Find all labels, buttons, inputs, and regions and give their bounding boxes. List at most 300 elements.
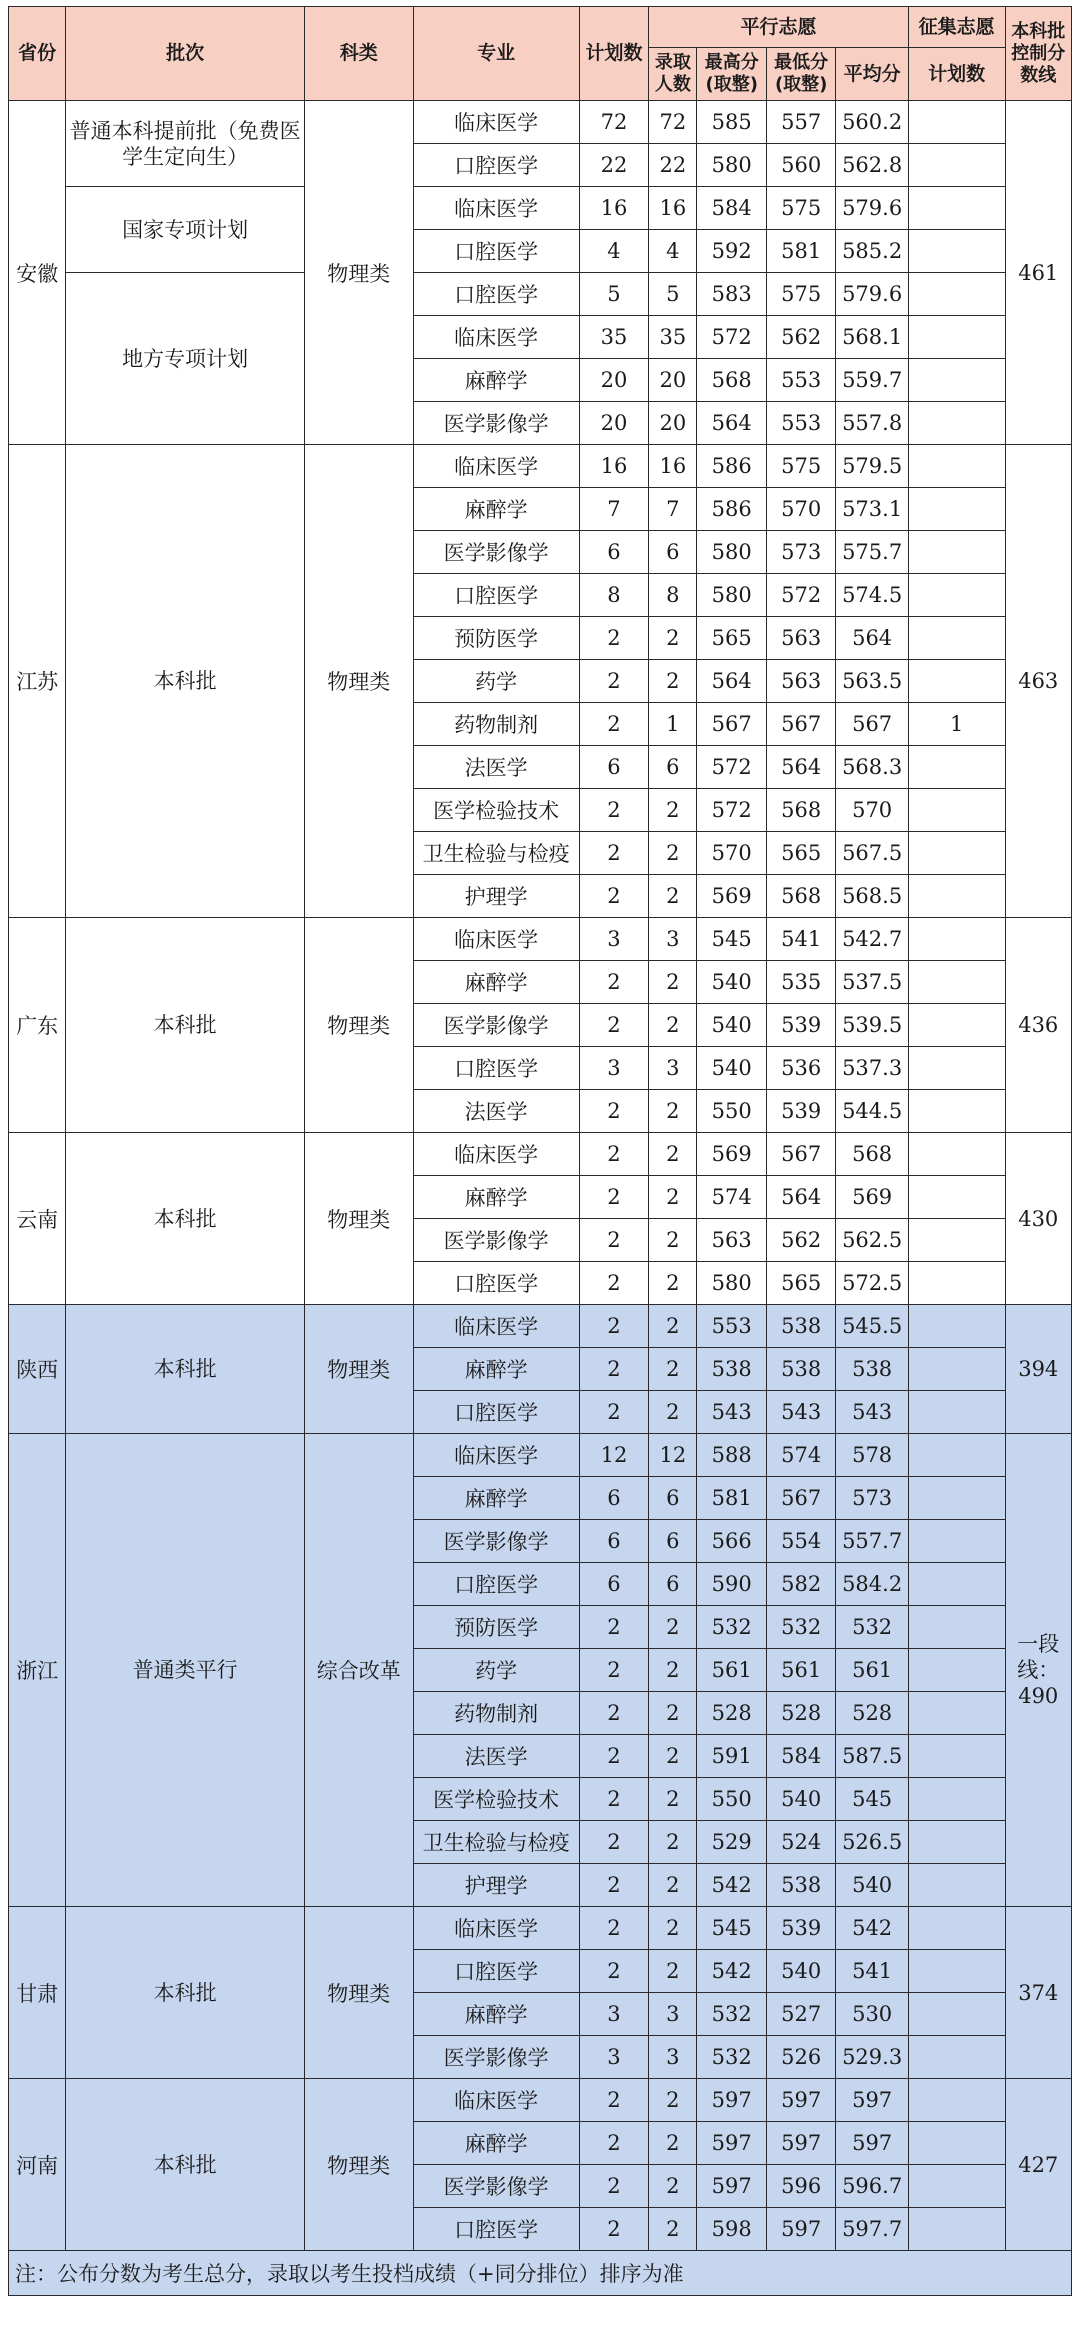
- avg-score-cell: 537.5: [836, 961, 908, 1004]
- plan-cell: 35: [579, 316, 648, 359]
- max-score-cell: 592: [697, 230, 766, 273]
- min-score-cell: 565: [766, 832, 835, 875]
- avg-score-cell: 529.3: [836, 2036, 908, 2079]
- max-score-cell: 567: [697, 703, 766, 746]
- solicit-plan-cell: [908, 144, 1005, 187]
- table-row: [9, 1305, 1072, 1348]
- min-score-cell: 570: [766, 488, 835, 531]
- avg-score-cell: 579.6: [836, 187, 908, 230]
- avg-score-cell: 573.1: [836, 488, 908, 531]
- avg-score-cell: 561: [836, 1649, 908, 1692]
- max-score-cell: 569: [697, 1133, 766, 1176]
- plan-cell: 2: [579, 1907, 648, 1950]
- min-score-cell: 538: [766, 1348, 835, 1391]
- province-cell: 云南: [9, 1133, 66, 1305]
- admitted-cell: 16: [649, 187, 697, 230]
- max-score-cell: 597: [697, 2122, 766, 2165]
- avg-score-cell: 584.2: [836, 1563, 908, 1606]
- control-line-cell: 394: [1005, 1305, 1072, 1434]
- control-line-cell: 一段线：490: [1005, 1434, 1072, 1907]
- header-control-line: 本科批控制分数线: [1005, 7, 1072, 101]
- admitted-cell: 2: [649, 1606, 697, 1649]
- header-parallel-group: 平行志愿: [649, 7, 909, 48]
- batch-cell: 普通本科提前批（免费医学生定向生）: [66, 101, 305, 187]
- avg-score-cell: 557.8: [836, 402, 908, 445]
- admitted-cell: 2: [649, 1305, 697, 1348]
- plan-cell: 3: [579, 918, 648, 961]
- min-score-cell: 565: [766, 1262, 835, 1305]
- admitted-cell: 20: [649, 359, 697, 402]
- major-cell: 护理学: [413, 1864, 579, 1907]
- batch-cell: 本科批: [66, 1907, 305, 2079]
- min-score-cell: 553: [766, 402, 835, 445]
- solicit-plan-cell: [908, 1778, 1005, 1821]
- plan-cell: 2: [579, 2165, 648, 2208]
- solicit-plan-cell: [908, 1305, 1005, 1348]
- table-row: [9, 445, 1072, 488]
- max-score-cell: 566: [697, 1520, 766, 1563]
- solicit-plan-cell: [908, 2036, 1005, 2079]
- solicit-plan-cell: [908, 1993, 1005, 2036]
- major-cell: 临床医学: [413, 187, 579, 230]
- solicit-plan-cell: [908, 1735, 1005, 1778]
- max-score-cell: 540: [697, 961, 766, 1004]
- header-batch: 批次: [66, 7, 305, 101]
- table-row: [9, 187, 1072, 230]
- plan-cell: 2: [579, 1649, 648, 1692]
- major-cell: 临床医学: [413, 2079, 579, 2122]
- province-cell: 甘肃: [9, 1907, 66, 2079]
- max-score-cell: 586: [697, 488, 766, 531]
- avg-score-cell: 597: [836, 2079, 908, 2122]
- solicit-plan-cell: [908, 1477, 1005, 1520]
- admitted-cell: 7: [649, 488, 697, 531]
- max-score-cell: 570: [697, 832, 766, 875]
- max-score-cell: 538: [697, 1348, 766, 1391]
- min-score-cell: 561: [766, 1649, 835, 1692]
- max-score-cell: 540: [697, 1004, 766, 1047]
- avg-score-cell: 541: [836, 1950, 908, 1993]
- avg-score-cell: 544.5: [836, 1090, 908, 1133]
- admitted-cell: 2: [649, 1821, 697, 1864]
- plan-cell: 2: [579, 660, 648, 703]
- admitted-cell: 2: [649, 1692, 697, 1735]
- avg-score-cell: 526.5: [836, 1821, 908, 1864]
- major-cell: 药学: [413, 660, 579, 703]
- max-score-cell: 597: [697, 2079, 766, 2122]
- plan-cell: 2: [579, 1090, 648, 1133]
- avg-score-cell: 563.5: [836, 660, 908, 703]
- table-row: [9, 1907, 1072, 1950]
- major-cell: 医学影像学: [413, 2165, 579, 2208]
- solicit-plan-cell: [908, 101, 1005, 144]
- admitted-cell: 5: [649, 273, 697, 316]
- solicit-plan-cell: [908, 1434, 1005, 1477]
- max-score-cell: 532: [697, 1606, 766, 1649]
- solicit-plan-cell: [908, 273, 1005, 316]
- batch-cell: 本科批: [66, 2079, 305, 2251]
- solicit-plan-cell: [908, 2122, 1005, 2165]
- admitted-cell: 2: [649, 832, 697, 875]
- plan-cell: 22: [579, 144, 648, 187]
- min-score-cell: 575: [766, 445, 835, 488]
- major-cell: 口腔医学: [413, 144, 579, 187]
- batch-cell: 本科批: [66, 445, 305, 918]
- major-cell: 护理学: [413, 875, 579, 918]
- min-score-cell: 535: [766, 961, 835, 1004]
- max-score-cell: 542: [697, 1864, 766, 1907]
- admitted-cell: 3: [649, 2036, 697, 2079]
- min-score-cell: 562: [766, 1219, 835, 1262]
- avg-score-cell: 574.5: [836, 574, 908, 617]
- admitted-cell: 6: [649, 1477, 697, 1520]
- table-row: [9, 1133, 1072, 1176]
- major-cell: 口腔医学: [413, 1262, 579, 1305]
- admitted-cell: 2: [649, 2208, 697, 2251]
- table-body: [9, 101, 1072, 2251]
- major-cell: 法医学: [413, 1735, 579, 1778]
- min-score-cell: 575: [766, 273, 835, 316]
- header-plan: 计划数: [579, 7, 648, 101]
- plan-cell: 2: [579, 1735, 648, 1778]
- min-score-cell: 597: [766, 2122, 835, 2165]
- control-line-cell: 427: [1005, 2079, 1072, 2251]
- major-cell: 麻醉学: [413, 1176, 579, 1219]
- major-cell: 医学影像学: [413, 402, 579, 445]
- header-admitted: 录取人数: [649, 48, 697, 101]
- plan-cell: 2: [579, 2079, 648, 2122]
- solicit-plan-cell: [908, 1047, 1005, 1090]
- avg-score-cell: 572.5: [836, 1262, 908, 1305]
- plan-cell: 6: [579, 1477, 648, 1520]
- max-score-cell: 590: [697, 1563, 766, 1606]
- plan-cell: 16: [579, 445, 648, 488]
- major-cell: 临床医学: [413, 1907, 579, 1950]
- header-subject: 科类: [304, 7, 413, 101]
- min-score-cell: 564: [766, 1176, 835, 1219]
- plan-cell: 2: [579, 1305, 648, 1348]
- admitted-cell: 6: [649, 1520, 697, 1563]
- avg-score-cell: 568: [836, 1133, 908, 1176]
- solicit-plan-cell: 1: [908, 703, 1005, 746]
- avg-score-cell: 575.7: [836, 531, 908, 574]
- plan-cell: 2: [579, 1391, 648, 1434]
- max-score-cell: 580: [697, 144, 766, 187]
- admitted-cell: 2: [649, 1649, 697, 1692]
- min-score-cell: 597: [766, 2079, 835, 2122]
- avg-score-cell: 562.8: [836, 144, 908, 187]
- max-score-cell: 565: [697, 617, 766, 660]
- major-cell: 医学影像学: [413, 531, 579, 574]
- plan-cell: 2: [579, 1778, 648, 1821]
- min-score-cell: 528: [766, 1692, 835, 1735]
- major-cell: 医学影像学: [413, 1004, 579, 1047]
- plan-cell: 2: [579, 1004, 648, 1047]
- admitted-cell: 2: [649, 2079, 697, 2122]
- major-cell: 医学检验技术: [413, 1778, 579, 1821]
- plan-cell: 3: [579, 1047, 648, 1090]
- avg-score-cell: 562.5: [836, 1219, 908, 1262]
- admitted-cell: 4: [649, 230, 697, 273]
- admitted-cell: 2: [649, 1950, 697, 1993]
- province-cell: 安徽: [9, 101, 66, 445]
- max-score-cell: 532: [697, 1993, 766, 2036]
- plan-cell: 6: [579, 1520, 648, 1563]
- avg-score-cell: 567.5: [836, 832, 908, 875]
- major-cell: 临床医学: [413, 918, 579, 961]
- admitted-cell: 22: [649, 144, 697, 187]
- major-cell: 法医学: [413, 1090, 579, 1133]
- plan-cell: 2: [579, 1219, 648, 1262]
- min-score-cell: 567: [766, 1133, 835, 1176]
- max-score-cell: 545: [697, 918, 766, 961]
- subject-cell: 物理类: [304, 2079, 413, 2251]
- major-cell: 临床医学: [413, 1434, 579, 1477]
- header-solicit-plan: 计划数: [908, 48, 1005, 101]
- plan-cell: 20: [579, 359, 648, 402]
- admission-score-table: [8, 6, 1072, 2296]
- admitted-cell: 2: [649, 875, 697, 918]
- table-row: [9, 1434, 1072, 1477]
- avg-score-cell: 573: [836, 1477, 908, 1520]
- max-score-cell: 585: [697, 101, 766, 144]
- plan-cell: 4: [579, 230, 648, 273]
- admitted-cell: 2: [649, 789, 697, 832]
- plan-cell: 2: [579, 703, 648, 746]
- min-score-cell: 568: [766, 875, 835, 918]
- min-score-cell: 540: [766, 1950, 835, 1993]
- avg-score-cell: 532: [836, 1606, 908, 1649]
- plan-cell: 2: [579, 1133, 648, 1176]
- major-cell: 麻醉学: [413, 1993, 579, 2036]
- major-cell: 预防医学: [413, 617, 579, 660]
- min-score-cell: 527: [766, 1993, 835, 2036]
- table-row: [9, 2079, 1072, 2122]
- solicit-plan-cell: [908, 531, 1005, 574]
- plan-cell: 12: [579, 1434, 648, 1477]
- max-score-cell: 545: [697, 1907, 766, 1950]
- solicit-plan-cell: [908, 617, 1005, 660]
- min-score-cell: 538: [766, 1864, 835, 1907]
- admitted-cell: 12: [649, 1434, 697, 1477]
- solicit-plan-cell: [908, 1649, 1005, 1692]
- max-score-cell: 584: [697, 187, 766, 230]
- solicit-plan-cell: [908, 1219, 1005, 1262]
- solicit-plan-cell: [908, 187, 1005, 230]
- avg-score-cell: 568.5: [836, 875, 908, 918]
- solicit-plan-cell: [908, 574, 1005, 617]
- admitted-cell: 6: [649, 746, 697, 789]
- major-cell: 医学影像学: [413, 1219, 579, 1262]
- admitted-cell: 2: [649, 2122, 697, 2165]
- plan-cell: 5: [579, 273, 648, 316]
- admitted-cell: 35: [649, 316, 697, 359]
- subject-cell: 物理类: [304, 1133, 413, 1305]
- max-score-cell: 597: [697, 2165, 766, 2208]
- major-cell: 口腔医学: [413, 1391, 579, 1434]
- admitted-cell: 6: [649, 1563, 697, 1606]
- batch-cell: 本科批: [66, 1305, 305, 1434]
- plan-cell: 2: [579, 875, 648, 918]
- min-score-cell: 584: [766, 1735, 835, 1778]
- min-score-cell: 553: [766, 359, 835, 402]
- solicit-plan-cell: [908, 660, 1005, 703]
- admitted-cell: 3: [649, 1047, 697, 1090]
- batch-cell: 地方专项计划: [66, 273, 305, 445]
- min-score-cell: 536: [766, 1047, 835, 1090]
- plan-cell: 2: [579, 1692, 648, 1735]
- avg-score-cell: 540: [836, 1864, 908, 1907]
- subject-cell: 物理类: [304, 101, 413, 445]
- control-line-cell: 461: [1005, 101, 1072, 445]
- min-score-cell: 562: [766, 316, 835, 359]
- control-line-cell: 436: [1005, 918, 1072, 1133]
- plan-cell: 2: [579, 1950, 648, 1993]
- province-cell: 浙江: [9, 1434, 66, 1907]
- plan-cell: 7: [579, 488, 648, 531]
- solicit-plan-cell: [908, 1176, 1005, 1219]
- max-score-cell: 581: [697, 1477, 766, 1520]
- max-score-cell: 580: [697, 1262, 766, 1305]
- admitted-cell: 2: [649, 1133, 697, 1176]
- plan-cell: 2: [579, 617, 648, 660]
- footnote: 注：公布分数为考生总分，录取以考生投档成绩（+同分排位）排序为准: [9, 2251, 1072, 2296]
- subject-cell: 物理类: [304, 918, 413, 1133]
- avg-score-cell: 557.7: [836, 1520, 908, 1563]
- min-score-cell: 560: [766, 144, 835, 187]
- avg-score-cell: 542: [836, 1907, 908, 1950]
- max-score-cell: 591: [697, 1735, 766, 1778]
- max-score-cell: 588: [697, 1434, 766, 1477]
- avg-score-cell: 568.3: [836, 746, 908, 789]
- plan-cell: 2: [579, 832, 648, 875]
- major-cell: 药物制剂: [413, 1692, 579, 1735]
- avg-score-cell: 559.7: [836, 359, 908, 402]
- min-score-cell: 543: [766, 1391, 835, 1434]
- major-cell: 麻醉学: [413, 1477, 579, 1520]
- avg-score-cell: 568.1: [836, 316, 908, 359]
- admitted-cell: 2: [649, 617, 697, 660]
- plan-cell: 3: [579, 1993, 648, 2036]
- min-score-cell: 539: [766, 1907, 835, 1950]
- min-score-cell: 581: [766, 230, 835, 273]
- major-cell: 临床医学: [413, 101, 579, 144]
- solicit-plan-cell: [908, 1004, 1005, 1047]
- major-cell: 口腔医学: [413, 1563, 579, 1606]
- plan-cell: 2: [579, 789, 648, 832]
- min-score-cell: 573: [766, 531, 835, 574]
- header-major: 专业: [413, 7, 579, 101]
- major-cell: 药学: [413, 1649, 579, 1692]
- plan-cell: 2: [579, 1821, 648, 1864]
- solicit-plan-cell: [908, 1262, 1005, 1305]
- avg-score-cell: 542.7: [836, 918, 908, 961]
- min-score-cell: 541: [766, 918, 835, 961]
- admitted-cell: 2: [649, 1090, 697, 1133]
- avg-score-cell: 585.2: [836, 230, 908, 273]
- min-score-cell: 563: [766, 617, 835, 660]
- min-score-cell: 575: [766, 187, 835, 230]
- plan-cell: 2: [579, 1606, 648, 1649]
- solicit-plan-cell: [908, 1348, 1005, 1391]
- major-cell: 药物制剂: [413, 703, 579, 746]
- admitted-cell: 16: [649, 445, 697, 488]
- major-cell: 临床医学: [413, 445, 579, 488]
- solicit-plan-cell: [908, 832, 1005, 875]
- solicit-plan-cell: [908, 918, 1005, 961]
- avg-score-cell: 578: [836, 1434, 908, 1477]
- header-province: 省份: [9, 7, 66, 101]
- max-score-cell: 543: [697, 1391, 766, 1434]
- max-score-cell: 540: [697, 1047, 766, 1090]
- max-score-cell: 598: [697, 2208, 766, 2251]
- max-score-cell: 564: [697, 402, 766, 445]
- min-score-cell: 568: [766, 789, 835, 832]
- admitted-cell: 2: [649, 1907, 697, 1950]
- batch-cell: 本科批: [66, 1133, 305, 1305]
- max-score-cell: 580: [697, 574, 766, 617]
- major-cell: 口腔医学: [413, 273, 579, 316]
- solicit-plan-cell: [908, 445, 1005, 488]
- solicit-plan-cell: [908, 1133, 1005, 1176]
- major-cell: 麻醉学: [413, 2122, 579, 2165]
- major-cell: 麻醉学: [413, 488, 579, 531]
- min-score-cell: 564: [766, 746, 835, 789]
- min-score-cell: 540: [766, 1778, 835, 1821]
- avg-score-cell: 579.5: [836, 445, 908, 488]
- major-cell: 口腔医学: [413, 574, 579, 617]
- min-score-cell: 539: [766, 1004, 835, 1047]
- major-cell: 口腔医学: [413, 1950, 579, 1993]
- solicit-plan-cell: [908, 230, 1005, 273]
- major-cell: 麻醉学: [413, 1348, 579, 1391]
- admitted-cell: 2: [649, 1219, 697, 1262]
- solicit-plan-cell: [908, 1606, 1005, 1649]
- admitted-cell: 8: [649, 574, 697, 617]
- plan-cell: 2: [579, 1348, 648, 1391]
- major-cell: 医学影像学: [413, 2036, 579, 2079]
- avg-score-cell: 530: [836, 1993, 908, 2036]
- province-cell: 陕西: [9, 1305, 66, 1434]
- major-cell: 口腔医学: [413, 2208, 579, 2251]
- major-cell: 医学检验技术: [413, 789, 579, 832]
- plan-cell: 2: [579, 1176, 648, 1219]
- admitted-cell: 2: [649, 1778, 697, 1821]
- max-score-cell: 532: [697, 2036, 766, 2079]
- avg-score-cell: 579.6: [836, 273, 908, 316]
- max-score-cell: 563: [697, 1219, 766, 1262]
- max-score-cell: 550: [697, 1090, 766, 1133]
- table-row: [9, 918, 1072, 961]
- province-cell: 江苏: [9, 445, 66, 918]
- admitted-cell: 2: [649, 2165, 697, 2208]
- solicit-plan-cell: [908, 1520, 1005, 1563]
- table-header: [9, 7, 1072, 101]
- province-cell: 河南: [9, 2079, 66, 2251]
- control-line-cell: 430: [1005, 1133, 1072, 1305]
- max-score-cell: 528: [697, 1692, 766, 1735]
- major-cell: 口腔医学: [413, 230, 579, 273]
- subject-cell: 物理类: [304, 445, 413, 918]
- avg-score-cell: 528: [836, 1692, 908, 1735]
- plan-cell: 6: [579, 1563, 648, 1606]
- plan-cell: 8: [579, 574, 648, 617]
- admitted-cell: 1: [649, 703, 697, 746]
- avg-score-cell: 545: [836, 1778, 908, 1821]
- plan-cell: 2: [579, 2122, 648, 2165]
- max-score-cell: 564: [697, 660, 766, 703]
- solicit-plan-cell: [908, 1821, 1005, 1864]
